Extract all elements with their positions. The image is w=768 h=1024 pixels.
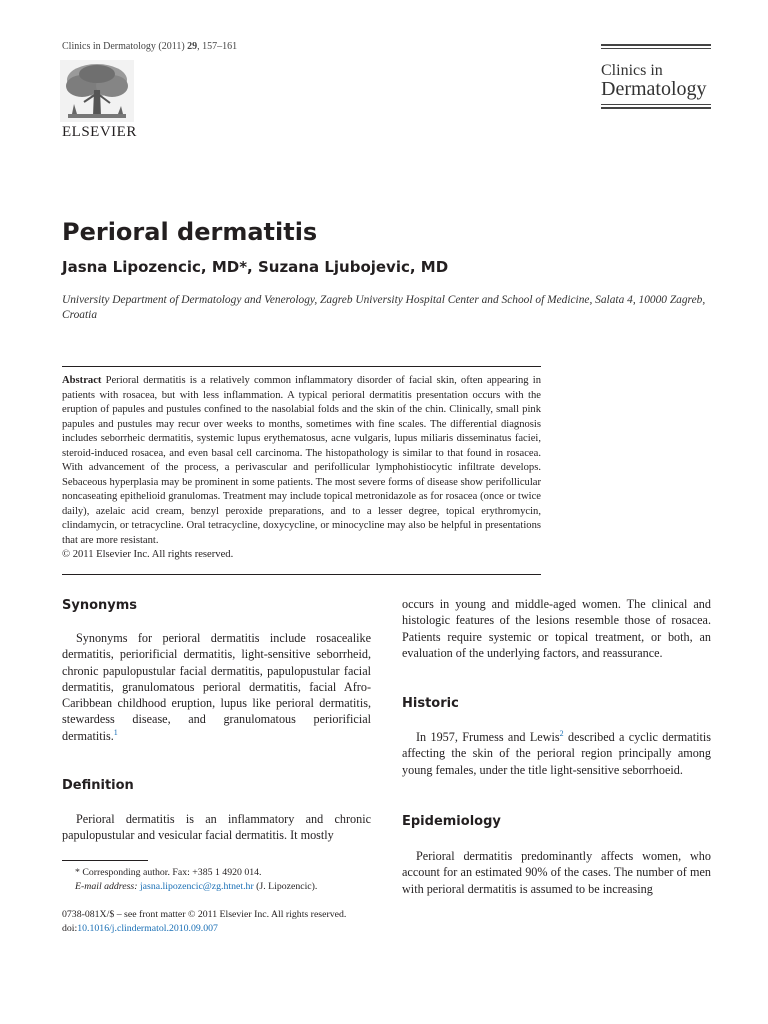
reference-link[interactable]: 1	[113, 727, 118, 737]
section-heading-historic: Historic	[402, 696, 459, 711]
definition-paragraph-continued: occurs in young and middle-aged women. The clinical and histologic features of the lesions resemble those of rosacea. Patients require systemic or topical treatment, or both, an evaluation of the underlying factors, and reassurance.	[402, 597, 711, 660]
reference-link[interactable]: 2	[559, 728, 564, 738]
section-heading-epidemiology: Epidemiology	[402, 814, 501, 829]
corresponding-author-note: * Corresponding author. Fax: +385 1 4920 014.	[75, 867, 262, 878]
epidemiology-paragraph: Perioral dermatitis predominantly affects women, who account for an estimated 90% of the cases. The number of men with perioral dermatitis is assumed to be increasing	[402, 849, 711, 896]
doi-link[interactable]: 10.1016/j.clindermatol.2010.09.007	[77, 923, 218, 934]
section-heading-synonyms: Synonyms	[62, 598, 138, 613]
journal-rule-top-thin	[601, 48, 711, 49]
abstract-text: Perioral dermatitis is a relatively common inflammatory disorder of facial skin, often appearing in patients with rosacea, but with less inflammation. A typical perioral dermatitis presentation occurs with the eruption of papules and pustules confined to the nasolabial folds and the skin of the chin. Clinically, small pink papules and pustules may recur over weeks to months, sometimes with fine scales. The differential diagnosis includes seborrheic dermatitis, systemic lupus erythematosus, acne vulgaris, lupus miliaris disseminatus faciei, steroid-induced rosacea, and even basal cell carcinoma. The histopathology is similar to that found in rosacea. With advancement of the process, a perivascular and perifollicular lymphohistiocytic infiltrate develops. Sebaceous hyperplasia may be prominent in some patients. The most severe forms of disease show perifollicular noncaseating epithelioid granulomas. Treatment may include topical metronidazole as for rosacea (once or twice daily), azelaic acid cream, benzyl peroxide preparations, and to a lesser degree, topical erythromycin, clindamycin, or tetracycline. Oral tetracycline, doxycycline, or minocycline may also be helpful in presentations that are more resistant.	[62, 375, 541, 546]
author-affiliation: University Department of Dermatology and Venerology, Zagreb University Hospital Center and School of Medicine, Salata 4, 10000 Zagreb, Croatia	[62, 294, 706, 321]
abstract-rule-bottom	[62, 574, 541, 575]
front-matter-line: 0738-081X/$ – see front matter © 2011 Elsevier Inc. All rights reserved.	[62, 909, 347, 920]
definition-paragraph: Perioral dermatitis is an inflammatory and chronic papulopustular and vesicular facial dermatitis. It mostly	[62, 812, 371, 843]
article-authors: Jasna Lipozencic, MD*, Suzana Ljubojevic, MD	[62, 258, 449, 276]
abstract-block	[62, 374, 541, 563]
journal-rule-bottom	[601, 107, 711, 109]
abstract-rule-top	[62, 366, 541, 367]
journal-rule-top	[601, 44, 711, 46]
abstract-label: Abstract	[62, 375, 102, 386]
journal-citation: Clinics in Dermatology (2011) 29, 157–161	[62, 41, 238, 52]
doi-line: doi:10.1016/j.clindermatol.2010.09.007	[62, 923, 218, 934]
synonyms-paragraph: Synonyms for perioral dermatitis include rosacealike dermatitis, periorificial dermatitis, light-sensitive seborrheid, chronic papulopustular facial dermatitis, papulopustular facial dermatitis, granulomatous perioral dermatitis, facial Afro-Caribbean childhood eruption, lupus like perioral dermatitis, stewardess disease, and granulomatous periorificial dermatitis.$^1$	[62, 631, 371, 743]
email-line: E-mail address: jasna.lipozencic@zg.htnet.hr (J. Lipozencic).	[75, 881, 318, 892]
abstract-copyright: © 2011 Elsevier Inc. All rights reserved.	[62, 549, 234, 560]
journal-name-line1: Clinics in	[601, 62, 663, 79]
historic-paragraph: In 1957, Frumess and Lewis$^2$ described a cyclic dermatitis affecting the skin of the perioral region principally among young females, under the title light-sensitive seborrhoeid.	[402, 728, 711, 777]
journal-name-line2: Dermatology	[601, 78, 707, 100]
article-title: Perioral dermatitis	[62, 218, 318, 246]
journal-rule-bottom-thin	[601, 104, 711, 105]
footnote-rule	[62, 860, 148, 861]
section-heading-definition: Definition	[62, 778, 134, 793]
publisher-name: ELSEVIER	[62, 124, 137, 140]
elsevier-tree-logo-icon	[60, 60, 134, 130]
email-link[interactable]: jasna.lipozencic@zg.htnet.hr	[139, 881, 254, 892]
